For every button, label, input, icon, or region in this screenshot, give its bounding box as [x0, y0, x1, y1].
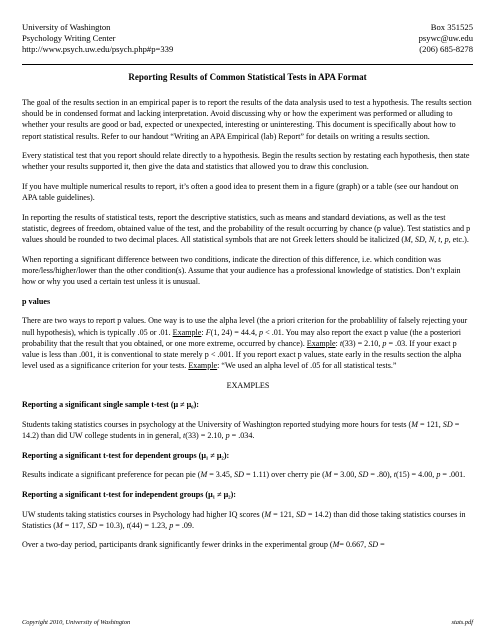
document-body — [22, 97, 474, 559]
header-center: Psychology Writing Center — [22, 33, 116, 43]
single-sample-heading: Reporting a significant single sample t-test (μ ≠ μ₀): — [22, 400, 200, 410]
descriptive-paragraph: In reporting the results of statistical tests, report the descriptive statistics, such as means and standard deviations, as well as the test statistic, degrees of freedom, obtained value of the test, and the probability of the result occurring by chance (p value). Test statistics and p values should be rounded to two decimal places. All statistical symbols that are not Greek letters should be italicized (M, SD, N, t, p, etc.). — [22, 212, 471, 245]
figures-paragraph: If you have multiple numerical results to report, it’s often a good idea to present them in a figure (graph) or a table (see our handout on APA table guidelines). — [22, 182, 459, 203]
header-phone: (206) 685-8278 — [419, 44, 473, 54]
p-values-heading: p values — [22, 296, 51, 306]
header-divider — [22, 64, 473, 65]
header-email[interactable]: psywc@uw.edu — [418, 33, 473, 43]
intro-paragraph: The goal of the results section in an empirical paper is to report the results of the data analysis used to test a hypothesis. The results section should be in condensed format and lacking interpretation. Avoid discussing why or how the experiment was performed or alluding to whether your results are good or bad, expected or unexpected, interesting or uninteresting. This document is specifically about how to report statistical results. Refer to our handout “Writing an APA Empirical (lab) Report” for details on writing a results section. — [22, 98, 472, 141]
footer-copyright: Copyright 2010, University of Washington — [22, 619, 131, 626]
hypothesis-paragraph: Every statistical test that you report should relate directly to a hypothesis. Begin the results section by restating each hypothesis, then state whether your results supported it, then give the data and statistics that allowed you to draw this conclusion. — [22, 151, 470, 172]
examples-heading: EXAMPLES — [226, 380, 270, 390]
header-university: University of Washington — [22, 22, 111, 32]
p-values-paragraph: There are two ways to report p values. One way is to use the alpha level (the a priori criterion for the probablility of falsely rejecting your null hypothesis), which is typically .05 or .01. Example: F(1, 24) = 44.4, p < .01. You may also report the exact p value (the a posteriori probability that the result that you obtained, or one more extreme, occurred by chance). Example: t(33) = 2.10, p = .03. If your exact p value is less than .001, it is conventional to state merely p < .001. If you report exact p values, state early in the results section the alpha level used as a significance criterion for your tests. Example: “We used an alpha level of .05 for all statistical tests.” — [22, 316, 468, 371]
direction-paragraph: When reporting a significant difference between two conditions, indicate the direction of this difference, i.e. which condition was more/less/higher/lower than the other condition(s). Assume that your audience has a professional knowledge of statistics. Don’t explain how or why you used a certain test unless it is unusual. — [22, 254, 461, 287]
page-footer — [22, 619, 473, 626]
independent-groups-example: UW students taking statistics courses in Psychology had higher IQ scores (M = 121, SD = 14.2) than did those taking statistics courses in Statistics (M = 117, SD = 10.3), t(44) = 1.23, p = .09. — [22, 509, 466, 530]
header-url[interactable]: http://www.psych.uw.edu/psych.php#p=339 — [22, 44, 174, 54]
header-left — [22, 22, 173, 55]
two-day-example: Over a two-day period, participants drank significantly fewer drinks in the experimental group (M= 0.667, SD = — [22, 540, 385, 550]
independent-groups-heading: Reporting a significant t-test for independent groups (μ₁ ≠ μ₂): — [22, 489, 236, 499]
dependent-groups-heading: Reporting a significant t-test for dependent groups (μ₁ ≠ μ₂): — [22, 450, 230, 460]
dependent-groups-example: Results indicate a significant preference for pecan pie (M = 3.45, SD = 1.11) over cherry pie (M = 3.00, SD = .80), t(15) = 4.00, p = .001. — [22, 470, 466, 480]
footer-filename: stats.pdf — [451, 619, 473, 626]
single-sample-example: Students taking statistics courses in psychology at the University of Washington reported studying more hours for tests (M = 121, SD = 14.2) than did UW college students in in general, t(33) = 2.10, p = .034. — [22, 419, 460, 441]
document-title: Reporting Results of Common Statistical Tests in APA Format — [128, 72, 367, 82]
header-right — [419, 22, 473, 55]
header-box: Box 351525 — [430, 22, 473, 32]
